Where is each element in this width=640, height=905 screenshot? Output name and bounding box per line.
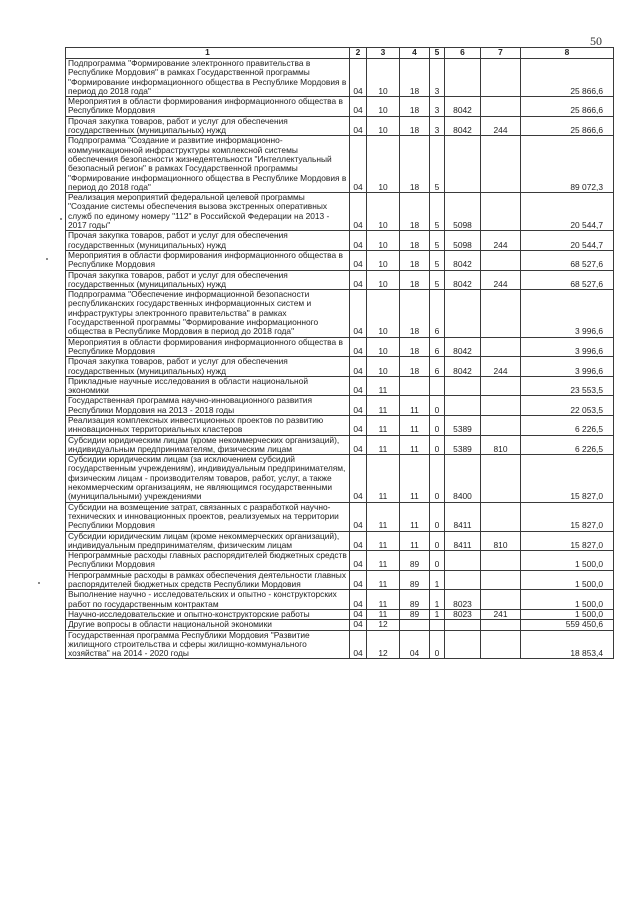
table-row xyxy=(66,270,614,290)
row-code-cell: 04 xyxy=(350,231,367,251)
row-code-cell: 11 xyxy=(400,435,430,455)
row-code-cell: 810 xyxy=(481,435,521,455)
row-name-cell: Субсидии юридическим лицам (кроме некоммерческих организаций), индивидуальным предпринимателям, физическим лицам xyxy=(66,531,350,551)
budget-table xyxy=(65,47,614,659)
row-name-cell: Прочая закупка товаров, работ и услуг для обеспечения государственных (муниципальных) нужд xyxy=(66,116,350,136)
row-code-cell: 5389 xyxy=(445,415,481,435)
row-code-cell: 241 xyxy=(481,609,521,619)
row-code-cell: 11 xyxy=(367,551,400,571)
row-amount-cell: 1 500,0 xyxy=(521,590,614,610)
header-row xyxy=(66,48,614,59)
row-code-cell xyxy=(445,376,481,396)
row-code-cell: 244 xyxy=(481,231,521,251)
row-code-cell: 8023 xyxy=(445,609,481,619)
row-name-cell: Подпрограмма "Обеспечение информационной безопасности республиканских государственных информационных систем и инфраструктуры электронного правительства" в рамках Государственной программы "Формирование информационного общества в Республике Мордовия в период до 2018 года" xyxy=(66,290,350,337)
scan-speck xyxy=(46,258,48,260)
row-code-cell: 10 xyxy=(367,59,400,97)
row-code-cell: 04 xyxy=(350,620,367,630)
row-code-cell xyxy=(481,630,521,659)
row-code-cell xyxy=(445,630,481,659)
row-code-cell: 04 xyxy=(350,630,367,659)
row-code-cell: 6 xyxy=(430,290,445,337)
row-code-cell: 04 xyxy=(350,97,367,117)
row-code-cell: 04 xyxy=(350,337,367,357)
row-name-cell: Непрограммные расходы главных распорядителей бюджетных средств Республики Мордовия xyxy=(66,551,350,571)
row-code-cell: 11 xyxy=(367,376,400,396)
row-amount-cell: 25 866,6 xyxy=(521,97,614,117)
row-code-cell xyxy=(445,396,481,416)
row-name-cell: Реализация мероприятий федеральной целевой программы "Создание системы обеспечения вызова экстренных оперативных служб по единому номеру "112" в Российской Федерации на 2013 - 2017 годы" xyxy=(66,193,350,231)
row-code-cell: 04 xyxy=(350,502,367,531)
row-code-cell: 11 xyxy=(367,590,400,610)
row-code-cell: 5098 xyxy=(445,231,481,251)
header-cell: 4 xyxy=(400,48,430,59)
row-amount-cell: 559 450,6 xyxy=(521,620,614,630)
header-cell: 5 xyxy=(430,48,445,59)
row-code-cell xyxy=(481,620,521,630)
row-code-cell: 11 xyxy=(400,396,430,416)
row-code-cell: 04 xyxy=(350,376,367,396)
row-amount-cell: 15 827,0 xyxy=(521,502,614,531)
table-row xyxy=(66,630,614,659)
row-code-cell: 0 xyxy=(430,630,445,659)
table-row xyxy=(66,396,614,416)
row-name-cell: Научно-исследовательские и опытно-конструкторские работы xyxy=(66,609,350,619)
row-name-cell: Непрограммные расходы в рамках обеспечения деятельности главных распорядителей бюджетных средств Республики Мордовия xyxy=(66,570,350,590)
row-amount-cell: 89 072,3 xyxy=(521,136,614,193)
row-code-cell: 3 xyxy=(430,59,445,97)
row-code-cell xyxy=(445,570,481,590)
row-name-cell: Прикладные научные исследования в области национальной экономики xyxy=(66,376,350,396)
table-row xyxy=(66,97,614,117)
row-amount-cell: 25 866,6 xyxy=(521,116,614,136)
row-code-cell xyxy=(445,290,481,337)
row-amount-cell: 3 996,6 xyxy=(521,337,614,357)
table-row xyxy=(66,357,614,377)
row-code-cell: 04 xyxy=(350,396,367,416)
table-row xyxy=(66,337,614,357)
row-amount-cell: 3 996,6 xyxy=(521,357,614,377)
row-code-cell: 0 xyxy=(430,435,445,455)
table-row xyxy=(66,620,614,630)
row-code-cell: 8411 xyxy=(445,502,481,531)
row-amount-cell: 3 996,6 xyxy=(521,290,614,337)
row-code-cell: 10 xyxy=(367,231,400,251)
row-amount-cell: 23 553,5 xyxy=(521,376,614,396)
row-name-cell: Мероприятия в области формирования информационного общества в Республике Мордовия xyxy=(66,250,350,270)
row-code-cell: 5389 xyxy=(445,435,481,455)
row-name-cell: Мероприятия в области формирования информационного общества в Республике Мордовия xyxy=(66,337,350,357)
row-code-cell: 11 xyxy=(400,531,430,551)
row-code-cell: 0 xyxy=(430,551,445,571)
table-row xyxy=(66,136,614,193)
row-code-cell xyxy=(481,551,521,571)
row-code-cell: 11 xyxy=(367,396,400,416)
row-code-cell: 04 xyxy=(350,455,367,502)
row-code-cell: 11 xyxy=(367,609,400,619)
row-code-cell: 11 xyxy=(400,455,430,502)
row-code-cell: 8023 xyxy=(445,590,481,610)
table-row xyxy=(66,116,614,136)
row-code-cell xyxy=(445,59,481,97)
row-amount-cell: 18 853,4 xyxy=(521,630,614,659)
row-code-cell xyxy=(445,620,481,630)
row-code-cell: 04 xyxy=(350,116,367,136)
row-code-cell: 5 xyxy=(430,270,445,290)
table-row xyxy=(66,435,614,455)
row-code-cell: 04 xyxy=(350,609,367,619)
row-code-cell xyxy=(481,455,521,502)
row-code-cell: 04 xyxy=(350,290,367,337)
row-code-cell: 18 xyxy=(400,193,430,231)
row-code-cell xyxy=(400,620,430,630)
row-code-cell: 18 xyxy=(400,250,430,270)
row-code-cell: 1 xyxy=(430,609,445,619)
row-code-cell: 04 xyxy=(350,435,367,455)
row-name-cell: Государственная программа Республики Мордовия "Развитие жилищного строительства и сферы жилищно-коммунального хозяйства" на 2014 - 2020 годы xyxy=(66,630,350,659)
row-code-cell: 18 xyxy=(400,59,430,97)
row-code-cell: 0 xyxy=(430,502,445,531)
row-name-cell: Субсидии юридическим лицам (за исключением субсидий государственным учреждениям), индивидуальным предпринимателям, физическим лицам - производителям товаров, работ, услуг, а также некоммерческим организациям, не являющимся государственными (муниципальными) учреждениями xyxy=(66,455,350,502)
row-code-cell: 10 xyxy=(367,357,400,377)
page-number: 50 xyxy=(590,34,602,48)
row-code-cell: 244 xyxy=(481,270,521,290)
row-code-cell xyxy=(481,193,521,231)
table-row xyxy=(66,570,614,590)
row-code-cell: 89 xyxy=(400,570,430,590)
row-code-cell: 11 xyxy=(367,570,400,590)
row-code-cell: 89 xyxy=(400,590,430,610)
row-code-cell: 5 xyxy=(430,193,445,231)
row-code-cell xyxy=(445,136,481,193)
row-code-cell: 0 xyxy=(430,415,445,435)
row-amount-cell: 15 827,0 xyxy=(521,531,614,551)
row-code-cell xyxy=(481,290,521,337)
row-code-cell: 5 xyxy=(430,136,445,193)
row-code-cell: 18 xyxy=(400,290,430,337)
row-code-cell xyxy=(481,337,521,357)
row-code-cell: 8042 xyxy=(445,250,481,270)
row-code-cell xyxy=(481,415,521,435)
row-amount-cell: 68 527,6 xyxy=(521,250,614,270)
row-code-cell: 11 xyxy=(367,455,400,502)
row-code-cell: 04 xyxy=(400,630,430,659)
row-code-cell: 5098 xyxy=(445,193,481,231)
row-code-cell: 04 xyxy=(350,136,367,193)
row-code-cell: 8042 xyxy=(445,97,481,117)
row-name-cell: Подпрограмма "Создание и развитие информационно-коммуникационной инфраструктуры комплексной системы обеспечения безопасности жизнедеятельности "Интеллектуальный безопасный регион" в рамках Государственной программы "Формирование информационного общества в Республике Мордовия в период до 2018 года" xyxy=(66,136,350,193)
row-code-cell: 3 xyxy=(430,97,445,117)
row-name-cell: Субсидии на возмещение затрат, связанных с разработкой научно-технических и инновационных проектов, реализуемых на территории Республики Мордовия xyxy=(66,502,350,531)
row-code-cell: 04 xyxy=(350,590,367,610)
header-cell: 7 xyxy=(481,48,521,59)
row-code-cell: 18 xyxy=(400,357,430,377)
header-cell: 3 xyxy=(367,48,400,59)
row-code-cell: 10 xyxy=(367,116,400,136)
row-code-cell: 1 xyxy=(430,590,445,610)
row-code-cell: 11 xyxy=(400,415,430,435)
row-code-cell: 10 xyxy=(367,337,400,357)
row-code-cell xyxy=(445,551,481,571)
row-code-cell: 04 xyxy=(350,270,367,290)
row-code-cell: 04 xyxy=(350,357,367,377)
row-code-cell: 8400 xyxy=(445,455,481,502)
table-row xyxy=(66,290,614,337)
row-code-cell: 18 xyxy=(400,337,430,357)
row-code-cell xyxy=(481,570,521,590)
row-code-cell: 11 xyxy=(367,531,400,551)
row-code-cell: 810 xyxy=(481,531,521,551)
table-row xyxy=(66,231,614,251)
row-name-cell: Прочая закупка товаров, работ и услуг для обеспечения государственных (муниципальных) нужд xyxy=(66,357,350,377)
row-code-cell xyxy=(481,502,521,531)
row-code-cell: 18 xyxy=(400,270,430,290)
table-row xyxy=(66,502,614,531)
table-row xyxy=(66,376,614,396)
row-code-cell: 0 xyxy=(430,531,445,551)
row-amount-cell: 1 500,0 xyxy=(521,609,614,619)
row-code-cell: 10 xyxy=(367,250,400,270)
row-amount-cell: 68 527,6 xyxy=(521,270,614,290)
scan-speck xyxy=(38,582,40,584)
row-code-cell: 8042 xyxy=(445,337,481,357)
row-amount-cell: 25 866,6 xyxy=(521,59,614,97)
row-code-cell: 04 xyxy=(350,59,367,97)
row-amount-cell: 6 226,5 xyxy=(521,435,614,455)
row-code-cell: 11 xyxy=(400,502,430,531)
row-code-cell: 8042 xyxy=(445,357,481,377)
row-code-cell xyxy=(481,59,521,97)
row-code-cell: 10 xyxy=(367,136,400,193)
row-code-cell: 04 xyxy=(350,531,367,551)
row-amount-cell: 6 226,5 xyxy=(521,415,614,435)
table-row xyxy=(66,455,614,502)
row-amount-cell: 20 544,7 xyxy=(521,231,614,251)
row-code-cell: 3 xyxy=(430,116,445,136)
row-code-cell: 04 xyxy=(350,570,367,590)
row-code-cell: 6 xyxy=(430,337,445,357)
row-amount-cell: 22 053,5 xyxy=(521,396,614,416)
header-cell: 6 xyxy=(445,48,481,59)
row-code-cell: 8042 xyxy=(445,116,481,136)
scan-speck xyxy=(60,218,62,220)
row-code-cell xyxy=(430,376,445,396)
header-cell: 2 xyxy=(350,48,367,59)
row-code-cell: 5 xyxy=(430,231,445,251)
row-code-cell: 1 xyxy=(430,570,445,590)
row-code-cell: 11 xyxy=(367,415,400,435)
row-amount-cell: 1 500,0 xyxy=(521,570,614,590)
row-code-cell xyxy=(430,620,445,630)
row-code-cell xyxy=(481,590,521,610)
row-amount-cell: 1 500,0 xyxy=(521,551,614,571)
row-code-cell: 04 xyxy=(350,551,367,571)
row-code-cell: 12 xyxy=(367,630,400,659)
row-name-cell: Субсидии юридическим лицам (кроме некоммерческих организаций), индивидуальным предпринимателям, физическим лицам xyxy=(66,435,350,455)
header-cell: 1 xyxy=(66,48,350,59)
row-code-cell: 10 xyxy=(367,290,400,337)
row-code-cell: 11 xyxy=(367,435,400,455)
row-code-cell xyxy=(481,250,521,270)
header-cell: 8 xyxy=(521,48,614,59)
row-code-cell: 8042 xyxy=(445,270,481,290)
table-body xyxy=(66,59,614,659)
table-row xyxy=(66,193,614,231)
row-code-cell: 5 xyxy=(430,250,445,270)
row-name-cell: Реализация комплексных инвестиционных проектов по развитию инновационных территориальных кластеров xyxy=(66,415,350,435)
table-row xyxy=(66,590,614,610)
row-code-cell: 12 xyxy=(367,620,400,630)
row-code-cell: 11 xyxy=(367,502,400,531)
row-code-cell: 10 xyxy=(367,97,400,117)
row-code-cell: 18 xyxy=(400,97,430,117)
row-code-cell: 18 xyxy=(400,231,430,251)
row-code-cell: 18 xyxy=(400,116,430,136)
table-row xyxy=(66,551,614,571)
row-code-cell: 10 xyxy=(367,193,400,231)
row-code-cell: 0 xyxy=(430,455,445,502)
row-code-cell: 244 xyxy=(481,116,521,136)
row-name-cell: Прочая закупка товаров, работ и услуг для обеспечения государственных (муниципальных) нужд xyxy=(66,231,350,251)
row-code-cell xyxy=(481,97,521,117)
row-code-cell xyxy=(481,136,521,193)
row-amount-cell: 20 544,7 xyxy=(521,193,614,231)
table-row xyxy=(66,250,614,270)
row-name-cell: Прочая закупка товаров, работ и услуг для обеспечения государственных (муниципальных) нужд xyxy=(66,270,350,290)
row-code-cell: 89 xyxy=(400,609,430,619)
row-code-cell xyxy=(400,376,430,396)
row-code-cell: 18 xyxy=(400,136,430,193)
row-code-cell: 04 xyxy=(350,193,367,231)
row-code-cell: 8411 xyxy=(445,531,481,551)
row-name-cell: Другие вопросы в области национальной экономики xyxy=(66,620,350,630)
row-code-cell: 0 xyxy=(430,396,445,416)
table-row xyxy=(66,415,614,435)
row-code-cell: 89 xyxy=(400,551,430,571)
table-row xyxy=(66,609,614,619)
row-code-cell: 244 xyxy=(481,357,521,377)
row-code-cell: 6 xyxy=(430,357,445,377)
row-code-cell: 04 xyxy=(350,250,367,270)
row-code-cell xyxy=(481,376,521,396)
table-row xyxy=(66,531,614,551)
table-row xyxy=(66,59,614,97)
row-name-cell: Подпрограмма "Формирование электронного правительства в Республике Мордовия" в рамках Государственной программы "Формирование информационного общества в Республике Мордовия в период до 2018 года" xyxy=(66,59,350,97)
row-code-cell: 10 xyxy=(367,270,400,290)
row-name-cell: Государственная программа научно-инновационного развития Республики Мордовия на 2013 - 2018 годы xyxy=(66,396,350,416)
row-name-cell: Мероприятия в области формирования информационного общества в Республике Мордовия xyxy=(66,97,350,117)
row-code-cell: 04 xyxy=(350,415,367,435)
row-code-cell xyxy=(481,396,521,416)
row-amount-cell: 15 827,0 xyxy=(521,455,614,502)
row-name-cell: Выполнение научно - исследовательских и опытно - конструкторских работ по государственным контрактам xyxy=(66,590,350,610)
